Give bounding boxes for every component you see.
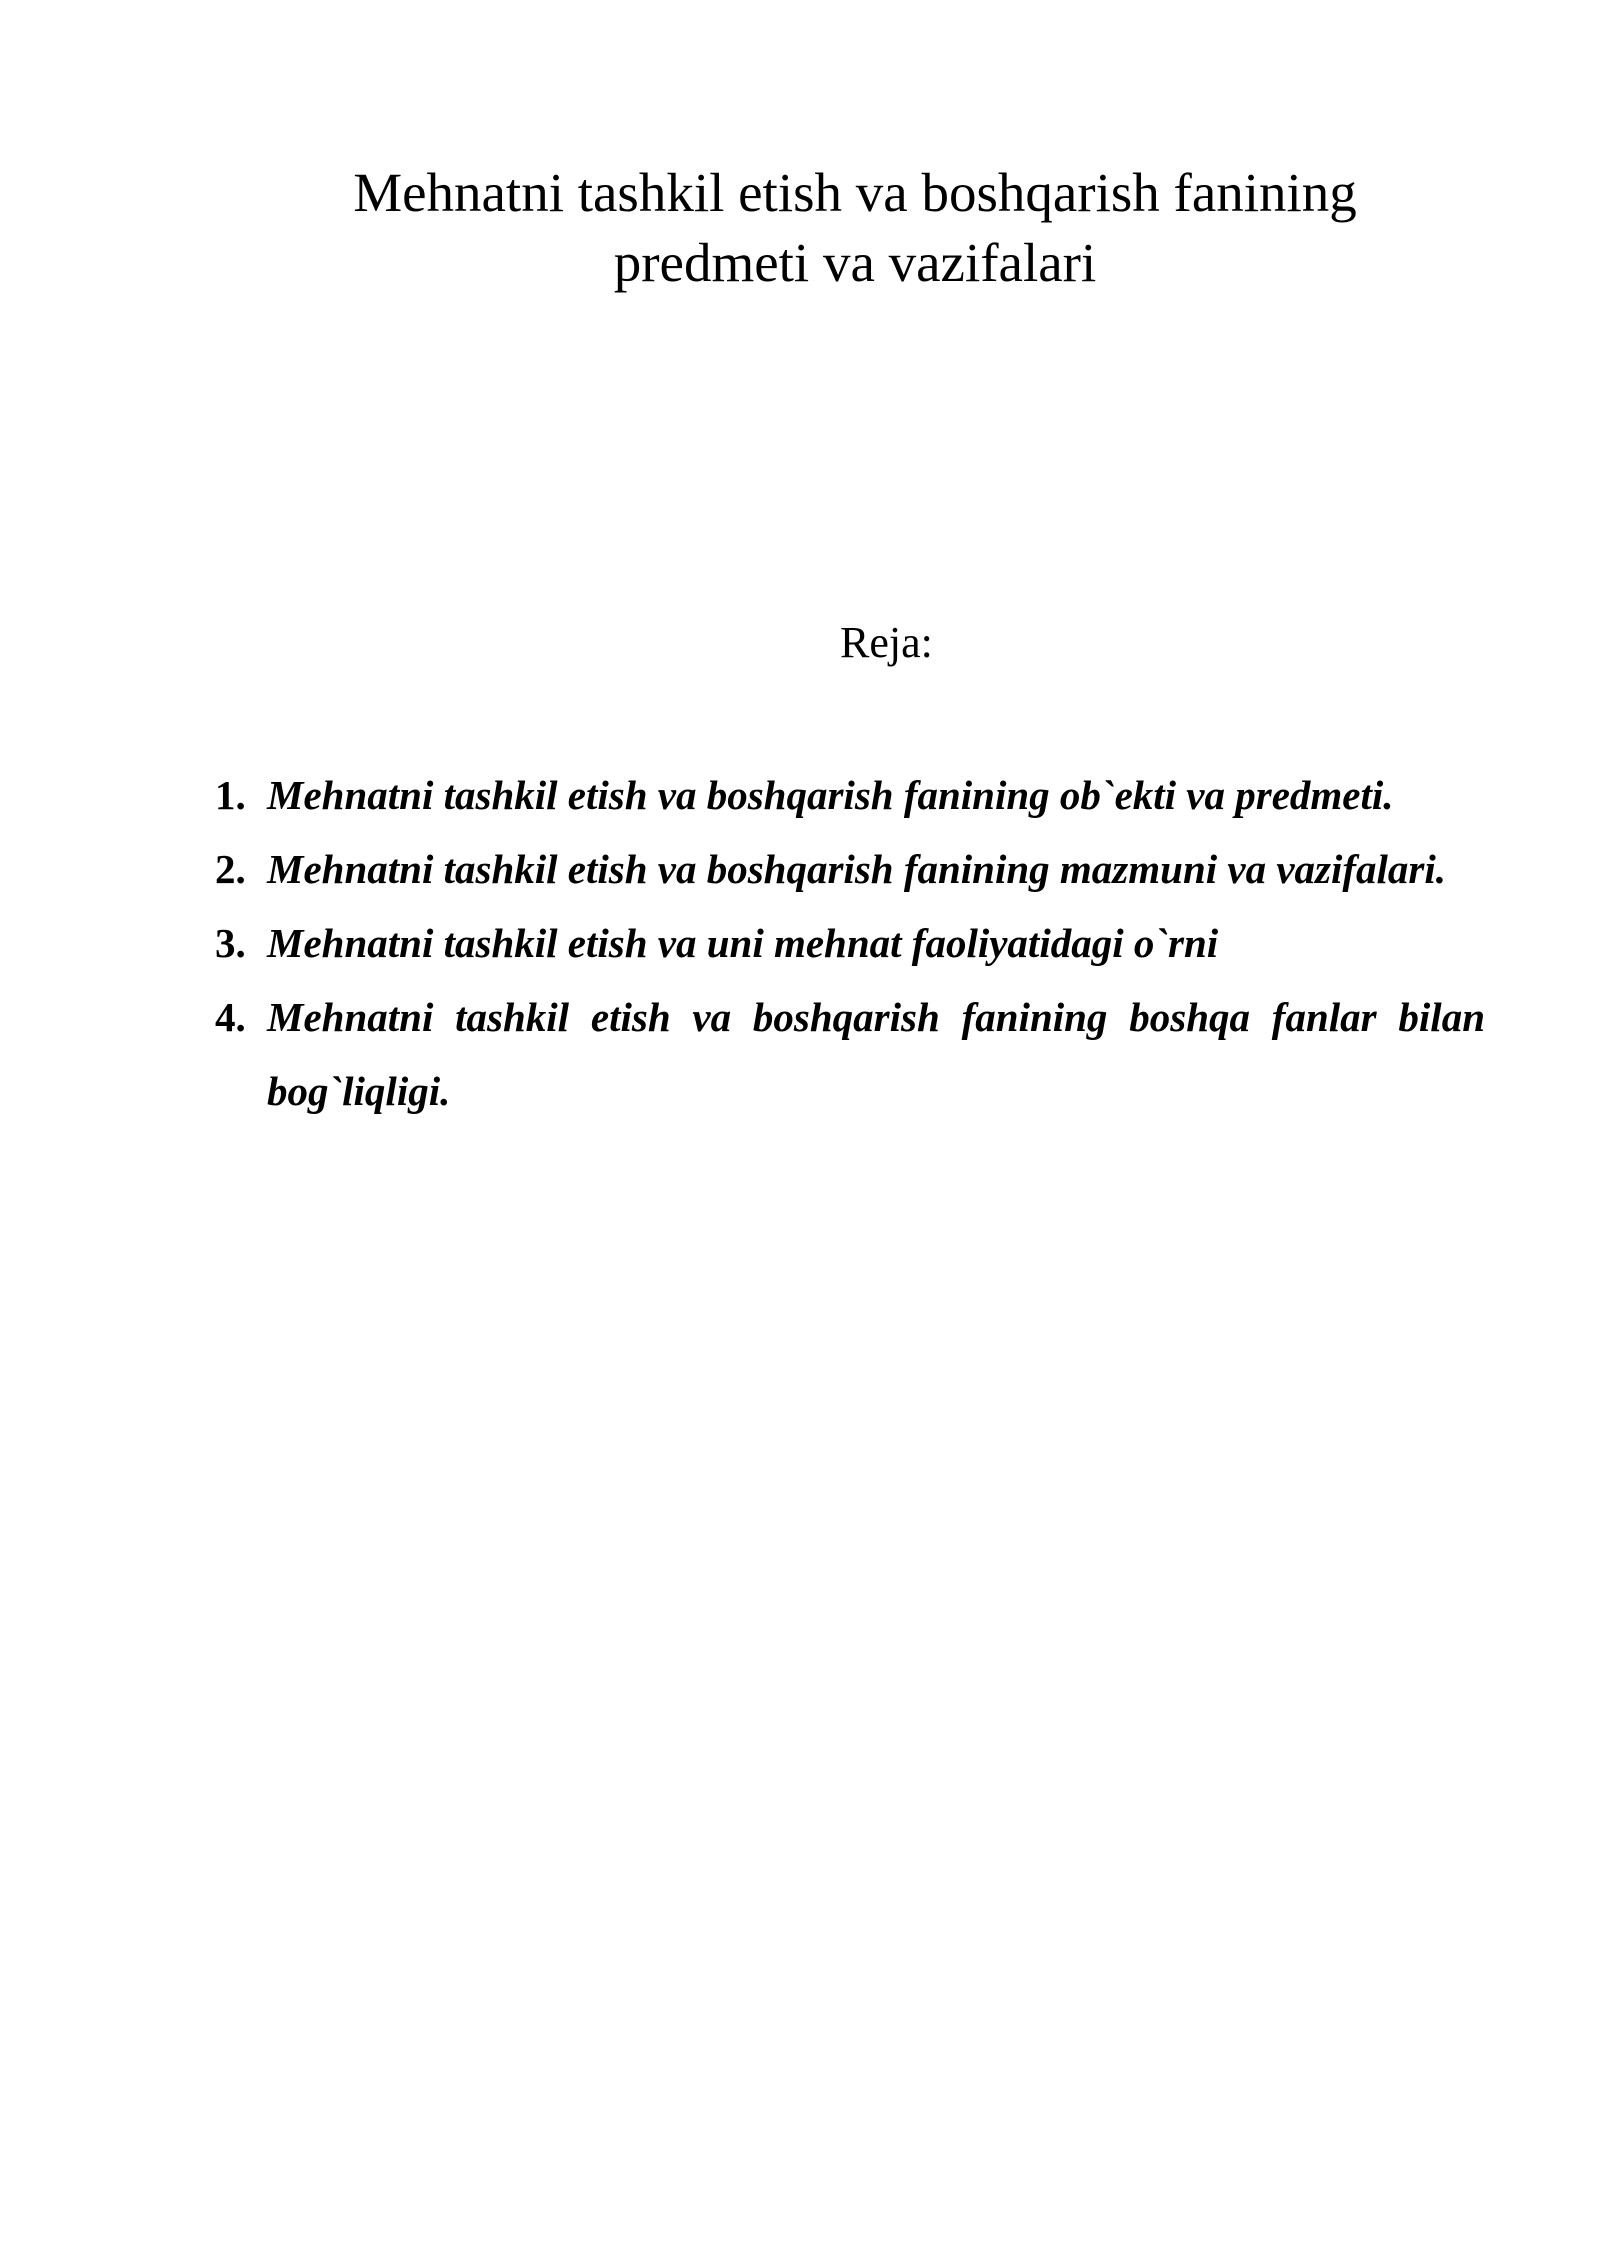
title-line-1: Mehnatni tashkil etish va boshqarish fanining (353, 162, 1357, 223)
plan-item-2 (215, 832, 1485, 906)
plan-item-number: 1. (215, 772, 246, 818)
document-title (250, 158, 1460, 298)
plan-item-text: Mehnatni tashkil etish va boshqarish fanining ob`ekti va predmeti. (267, 772, 1394, 818)
plan-item-text: Mehnatni tashkil etish va uni mehnat faoliyatidagi o`rni (267, 920, 1219, 966)
plan-item-text: Mehnatni tashkil etish va boshqarish fanining boshqa fanlar bilan bog`liqligi. (267, 994, 1485, 1114)
title-line-2: predmeti va vazifalari (613, 232, 1097, 293)
plan-item-4 (215, 980, 1485, 1128)
plan-item-1 (215, 758, 1485, 832)
plan-item-text: Mehnatni tashkil etish va boshqarish fanining mazmuni va vazifalari. (267, 846, 1447, 892)
plan-list (215, 758, 1485, 1128)
plan-item-number: 2. (215, 846, 246, 892)
plan-item-number: 4. (215, 994, 246, 1040)
plan-item-number: 3. (215, 920, 246, 966)
plan-heading: Reja: (840, 618, 933, 667)
plan-item-3 (215, 906, 1485, 980)
